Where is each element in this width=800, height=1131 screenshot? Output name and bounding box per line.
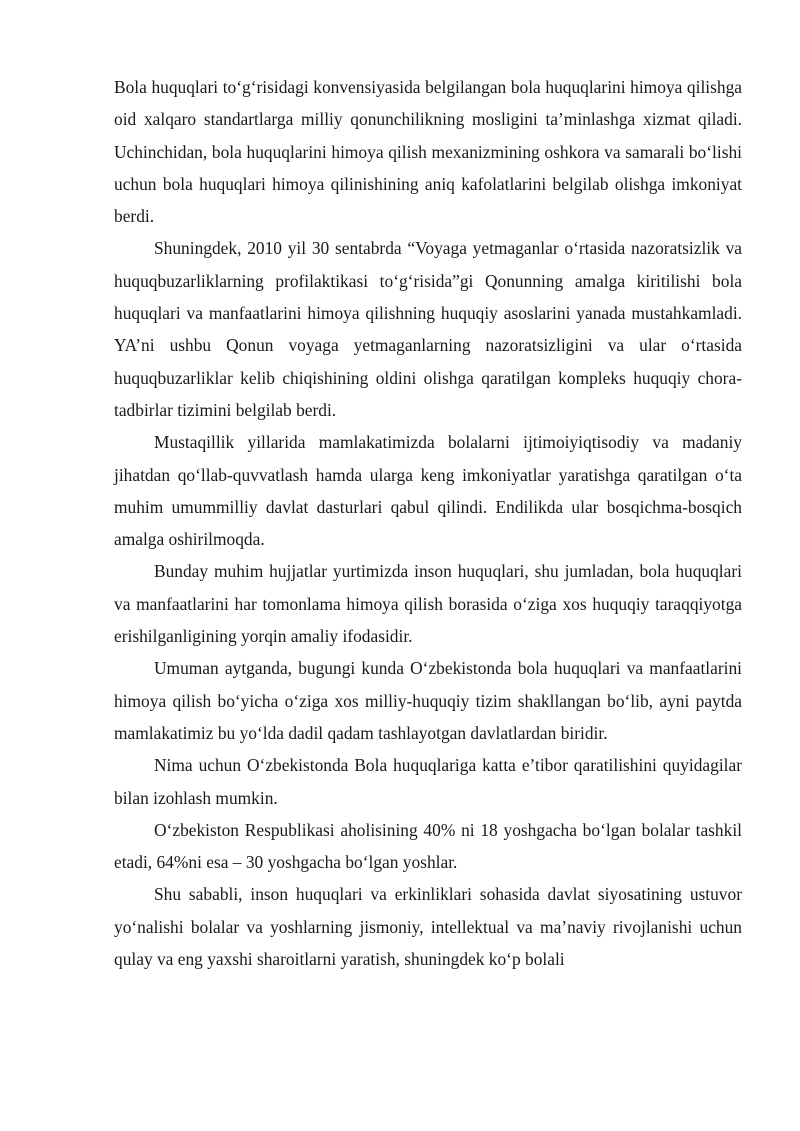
paragraph-3: Mustaqillik yillarida mamlakatimizda bolalarni ijtimoiyiqtisodiy va madaniy jihatdan qo‘llab-quvvatlash hamda ularga keng imkoniyatlar yaratishga qaratilgan o‘ta muhim umummilliy davlat dasturlari qabul qilindi. Endilikda ular bosqichma-bosqich amalga oshirilmoqda. bbox=[114, 432, 742, 550]
paragraph-7: O‘zbekiston Respublikasi aholisining 40% ni 18 yoshgacha bo‘lgan bolalar tashkil etadi, 64%ni esa – 30 yoshgacha bo‘lgan yoshlar. bbox=[114, 819, 742, 873]
paragraph-6: Nima uchun O‘zbekistonda Bola huquqlariga katta e’tibor qaratilishini quyidagilar bilan izohlash mumkin. bbox=[114, 755, 742, 808]
paragraph-4: Bunday muhim hujjatlar yurtimizda inson huquqlari, shu jumladan, bola huquqlari va manfaatlarini har tomonlama himoya qilish borasida o‘ziga xos huquqiy taraqqiyotga erishilganligining yorqin amaliy ifodasidir. bbox=[114, 561, 742, 647]
paragraph-2: Shuningdek, 2010 yil 30 sentabrda “Voyaga yetmaganlar o‘rtasida nazoratsizlik va huquqbuzarliklarning profilaktikasi to‘g‘risida”gi Qonunning amalga kiritilishi bola huquqlari va manfaatlarini himoya qilishning huquqiy asoslarini yanada mustahkamladi. YA’ni ushbu Qonun voyaga yetmaganlarning nazoratsizligini va ular o‘rtasida huquqbuzarliklar kelib chiqishining oldini olishga qaratilgan kompleks huquqiy chora-tadbirlar tizimini belgilab berdi. bbox=[114, 238, 742, 420]
paragraph-1: Bola huquqlari to‘g‘risidagi konvensiyasida belgilangan bola huquqlarini himoya qilishga oid xalqaro standartlarga milliy qonunchilikning mosligini ta’minlashga xizmat qiladi. Uchinchidan, bola huquqlarini himoya qilish mexanizmining oshkora va samarali bo‘lishi uchun bola huquqlari himoya qilinishining aniq kafolatlarini belgilab olishga imkoniyat berdi. bbox=[114, 77, 742, 227]
document-page bbox=[114, 71, 742, 975]
paragraph-5: Umuman aytganda, bugungi kunda O‘zbekistonda bola huquqlari va manfaatlarini himoya qilish bo‘yicha o‘ziga xos milliy-huquqiy tizim shakllangan bo‘lib, ayni paytda mamlakatimiz bu yo‘lda dadil qadam tashlayotgan davlatlardan biridir. bbox=[114, 658, 742, 743]
paragraph-8: Shu sababli, inson huquqlari va erkinliklari sohasida davlat siyosatining ustuvor yo‘nalishi bolalar va yoshlarning jismoniy, intellektual va ma’naviy rivojlanishi uchun qulay va eng yaxshi sharoitlarni yaratish, shuningdek ko‘p bolali bbox=[114, 884, 742, 970]
